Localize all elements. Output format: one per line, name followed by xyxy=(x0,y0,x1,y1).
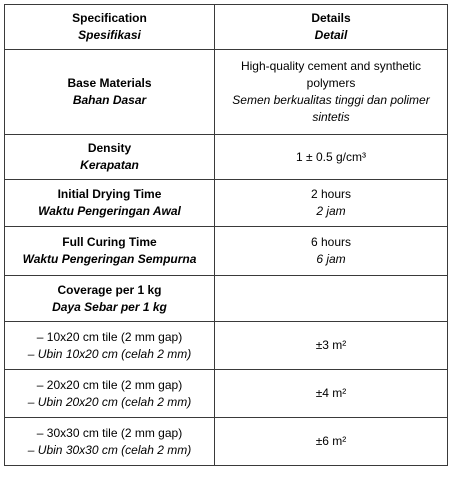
header-spec-en: Specification xyxy=(72,11,147,25)
label-id: Kerapatan xyxy=(80,158,139,172)
value-cell xyxy=(215,50,448,135)
table-row xyxy=(5,276,448,322)
label-en: – 20x20 cm tile (2 mm gap) xyxy=(36,377,183,392)
value-cell xyxy=(215,227,448,276)
label-en: Base Materials xyxy=(67,76,152,90)
value-cell xyxy=(215,180,448,227)
value-text: ±6 m² xyxy=(315,434,347,448)
label-en: – 30x30 cm tile (2 mm gap) xyxy=(36,425,183,440)
label-en: – 10x20 cm tile (2 mm gap) xyxy=(36,329,183,344)
table-row xyxy=(5,50,448,135)
value-id: 2 jam xyxy=(316,204,346,218)
label-cell xyxy=(5,227,215,276)
table-row xyxy=(5,370,448,418)
label-id: – Ubin 30x30 cm (celah 2 mm) xyxy=(27,442,192,457)
label-id: Daya Sebar per 1 kg xyxy=(52,299,167,314)
value-text: ±4 m² xyxy=(315,386,347,400)
label-id: Waktu Pengeringan Awal xyxy=(38,204,181,218)
label-cell xyxy=(5,135,215,180)
label-cell xyxy=(5,370,215,418)
label-cell xyxy=(5,418,215,466)
value-cell xyxy=(215,322,448,370)
label-en: Density xyxy=(87,141,132,155)
value-id: 6 jam xyxy=(316,252,346,266)
label-cell xyxy=(5,322,215,370)
table-row xyxy=(5,135,448,180)
label-en: Full Curing Time xyxy=(62,235,157,249)
header-details-en: Details xyxy=(311,11,351,25)
table-row xyxy=(5,322,448,370)
header-spec-id: Spesifikasi xyxy=(78,28,141,42)
specification-table xyxy=(4,4,448,466)
label-cell xyxy=(5,50,215,135)
value-id: Semen berkualitas tinggi dan polimer sintetis xyxy=(232,93,430,124)
value-en: 2 hours xyxy=(310,187,352,201)
label-en: Coverage per 1 kg xyxy=(57,282,162,297)
label-id: – Ubin 20x20 cm (celah 2 mm) xyxy=(27,394,192,409)
header-specification-cell xyxy=(5,5,215,50)
label-en: Initial Drying Time xyxy=(57,187,162,201)
label-cell xyxy=(5,276,215,322)
label-id: Bahan Dasar xyxy=(72,93,147,107)
value-cell xyxy=(215,370,448,418)
value-cell xyxy=(215,418,448,466)
table-header-row xyxy=(5,5,448,50)
table-row xyxy=(5,227,448,276)
header-details-id: Detail xyxy=(314,28,348,42)
value-cell xyxy=(215,276,448,322)
value-text: 1 ± 0.5 g/cm³ xyxy=(296,149,366,164)
value-cell xyxy=(215,135,448,180)
header-details-cell xyxy=(215,5,448,50)
label-id: Waktu Pengeringan Sempurna xyxy=(22,252,197,266)
value-text: ±3 m² xyxy=(315,338,347,352)
value-en: 6 hours xyxy=(310,235,352,249)
table-row xyxy=(5,180,448,227)
label-id: – Ubin 10x20 cm (celah 2 mm) xyxy=(27,346,192,361)
label-cell xyxy=(5,180,215,227)
value-en: High-quality cement and synthetic polymers xyxy=(240,59,422,90)
table-row xyxy=(5,418,448,466)
